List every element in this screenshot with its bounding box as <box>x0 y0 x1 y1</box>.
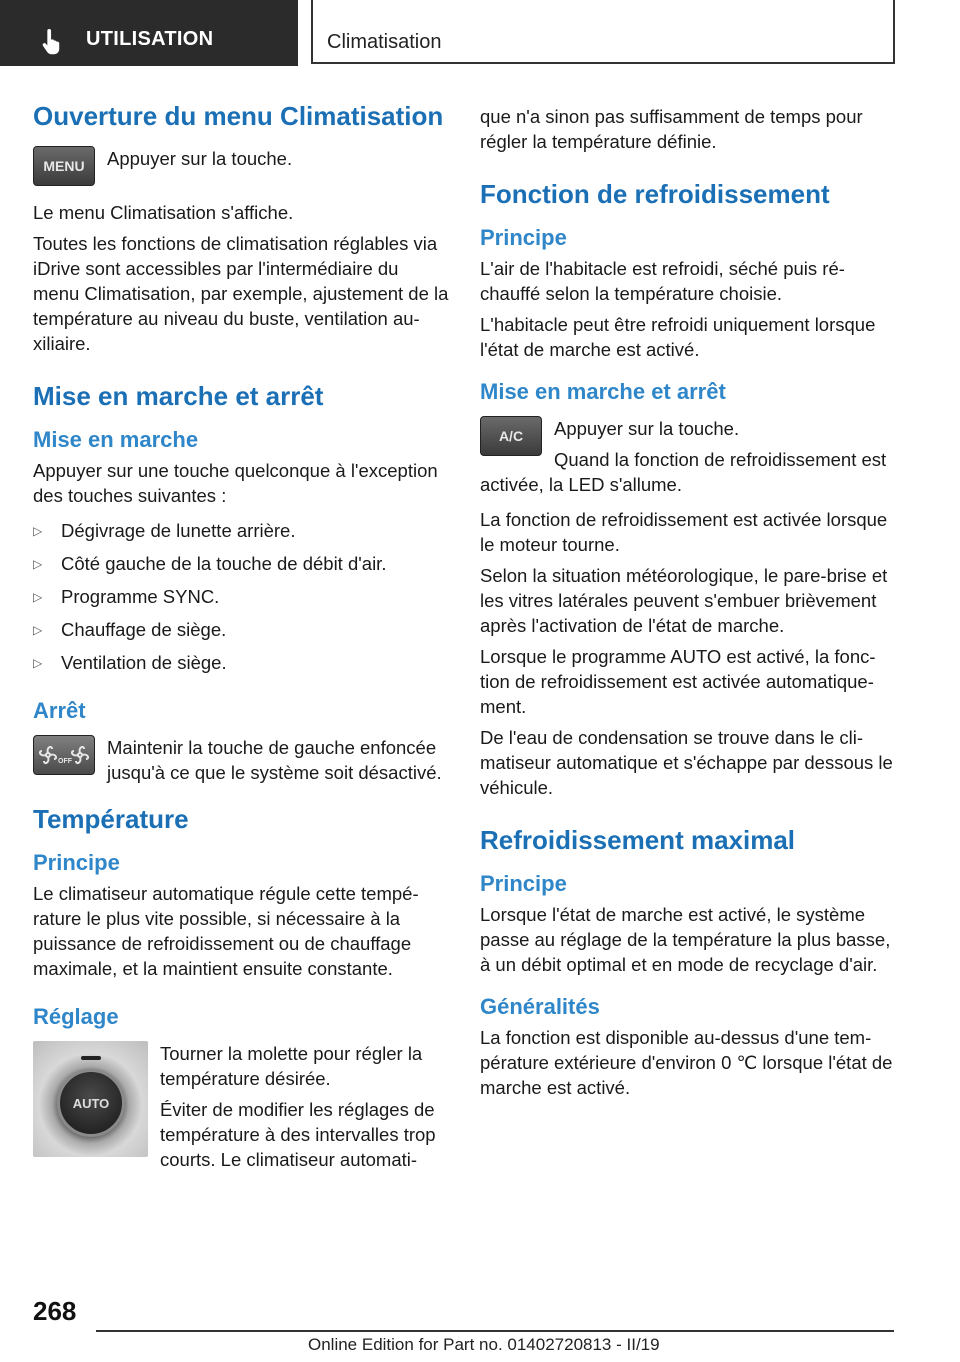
triangle-bullet-icon: ▷ <box>33 557 43 571</box>
cooling-text-2: L'habitacle peut être refroidi uniquement lorsque l'état de marche est activé. <box>480 314 876 360</box>
heading-max-cooling: Refroidissement maximal <box>480 825 796 855</box>
cooling-text-3: La fonction de refroidissement est activée lorsque le moteur tourne. <box>480 509 888 555</box>
heading-general: Généralités <box>480 994 600 1019</box>
heading-switch-off: Arrêt <box>33 698 86 723</box>
footer-divider <box>96 1330 894 1332</box>
list-item: ▷ Programme SYNC. <box>33 584 449 610</box>
cooling-text-1: L'air de l'habitacle est refroidi, séché puis réchauffé selon la température choisie. <box>480 258 845 304</box>
fan-off-key-icon <box>33 735 95 775</box>
heading-cooling-on-off: Mise en marche et arrêt <box>480 379 726 404</box>
list-item: ▷ Chauffage de siège. <box>33 617 449 643</box>
switch-off-text: Maintenir la touche de gauche enfoncée jusqu'à ce que le système soit désactivé. <box>107 737 442 783</box>
page-number: 268 <box>33 1296 77 1326</box>
exception-list <box>33 518 449 676</box>
triangle-bullet-icon: ▷ <box>33 656 43 670</box>
auto-knob: AUTO <box>57 1069 125 1137</box>
open-paragraph-1: Le menu Climatisation s'affiche. <box>33 202 294 223</box>
menu-key-row <box>33 146 449 192</box>
section-tab <box>0 0 298 66</box>
chapter-tab <box>311 0 895 64</box>
heading-cooling: Fonction de refroidissement <box>480 179 830 209</box>
minus-mark <box>81 1056 101 1060</box>
setting-row <box>33 1041 449 1172</box>
general-text: La fonction est disponible au-dessus d'une température extérieure d'environ 0 ℃ lorsque l'état de marche est activé. <box>480 1027 893 1098</box>
ac-step-text: Appuyer sur la touche. <box>554 418 740 439</box>
heading-on-off: Mise en marche et arrêt <box>33 381 324 411</box>
list-item: ▷ Côté gauche de la touche de débit d'air. <box>33 551 449 577</box>
ac-led-text: Quand la fonction de refroidissement est activée, la LED s'allume. <box>480 449 887 495</box>
fan-icon <box>36 739 92 771</box>
section-title: UTILISATION <box>86 28 214 50</box>
cooling-text-5: Lorsque le programme AUTO est activé, la fonction de refroidissement est activée automatiquement. <box>480 646 876 717</box>
switch-on-text: Appuyer sur une touche quelconque à l'exception des touches suivantes : <box>33 460 438 506</box>
list-item: ▷ Dégivrage de lunette arrière. <box>33 518 449 544</box>
chapter-title: Climatisation <box>327 31 442 53</box>
continued-text: que n'a sinon pas suffisamment de temps pour régler la température définie. <box>480 106 863 152</box>
left-column <box>33 100 449 1172</box>
svg-text:OFF: OFF <box>58 758 72 765</box>
hand-pointer-icon <box>38 28 66 56</box>
ac-key-row <box>480 416 894 497</box>
temperature-knob-image <box>33 1041 148 1157</box>
heading-switch-on: Mise en marche <box>33 427 199 452</box>
off-key-row <box>33 735 449 785</box>
ac-key-icon: A/C <box>480 416 542 456</box>
setting-text-2: Éviter de modifier les réglages de température à des intervalles trop courts. Le climatiseur automati- <box>160 1099 436 1170</box>
heading-open-menu: Ouverture du menu Climatisation <box>33 101 444 131</box>
cooling-text-6: De l'eau de condensation se trouve dans le climatiseur automatique et s'échappe par dessous le véhicule. <box>480 727 893 798</box>
triangle-bullet-icon: ▷ <box>33 524 43 538</box>
page-header <box>0 0 960 66</box>
heading-setting: Réglage <box>33 1004 119 1029</box>
max-cooling-text: Lorsque l'état de marche est activé, le système passe au réglage de la température la plus basse, à un débit optimal et en mode de recyclage d'air. <box>480 904 891 975</box>
triangle-bullet-icon: ▷ <box>33 623 43 637</box>
menu-key-icon: MENU <box>33 146 95 186</box>
list-item: ▷ Ventilation de siège. <box>33 650 449 676</box>
heading-principle-temp: Principe <box>33 850 120 875</box>
heading-temperature: Température <box>33 804 189 834</box>
heading-principle-cooling: Principe <box>480 225 567 250</box>
open-paragraph-2: Toutes les fonctions de climatisation réglables via iDrive sont accessibles par l'intermédiaire du menu Climatisation, par exemple, ajustement de la température au niveau du buste, ventilation auxiliaire. <box>33 233 449 354</box>
open-step-text: Appuyer sur la touche. <box>107 148 293 169</box>
cooling-text-4: Selon la situation météorologique, le pare-brise et les vitres latérales peuvent s'embuer brièvement après l'activation de l'état de marche. <box>480 565 888 636</box>
edition-note: Online Edition for Part no. 01402720813 - II/19 <box>308 1335 660 1354</box>
heading-principle-max: Principe <box>480 871 567 896</box>
right-column <box>480 104 894 1100</box>
temperature-text: Le climatiseur automatique régule cette température le plus vite possible, si nécessaire à la puissance de refroidissement ou de chauffage maximale, et la maintient ensuite constante. <box>33 883 419 979</box>
setting-text-1: Tourner la molette pour régler la température désirée. <box>160 1043 423 1089</box>
triangle-bullet-icon: ▷ <box>33 590 43 604</box>
